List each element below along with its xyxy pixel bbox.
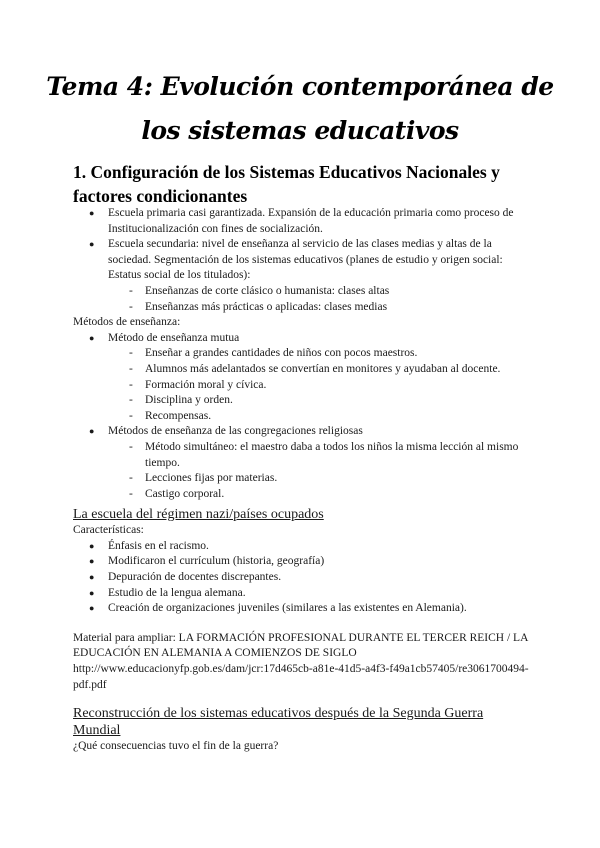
list-item: ● Creación de organizaciones juveniles (similares a las existentes en Alemania).	[73, 601, 533, 617]
sub-list-item: - Disciplina y orden.	[73, 393, 533, 409]
list-item: ● Énfasis en el racismo.	[73, 539, 533, 555]
bullet-icon: ●	[89, 587, 95, 598]
sub-list-item: - Recompensas.	[73, 409, 533, 425]
dash-icon: -	[129, 472, 133, 485]
dash-icon: -	[129, 362, 133, 375]
sub-list-item: - Castigo corporal.	[73, 487, 533, 503]
nazi-heading: La escuela del régimen nazi/países ocupados	[73, 507, 324, 523]
reconstruccion-heading: Reconstrucción de los sistemas educativos después de la Segunda Guerra Mundial	[73, 706, 484, 739]
bullet-icon: ●	[89, 572, 95, 583]
material-text: Material para ampliar: LA FORMACIÓN PROFESIONAL DURANTE EL TERCER REICH / LA EDUCACIÓN EN ALEMANIA A COMIENZOS DE SIGLO	[73, 631, 528, 660]
dash-icon: -	[129, 487, 133, 500]
dash-icon: -	[129, 440, 133, 453]
sub-list-item: - Alumnos más adelantados se convertían en monitores y ayudaban al docente.	[73, 362, 533, 378]
sublist	[108, 440, 533, 502]
sub-list-item: - Enseñar a grandes cantidades de niños con pocos maestros.	[73, 346, 533, 362]
bullet-icon: ●	[89, 208, 95, 218]
bullet-icon: ●	[89, 239, 95, 250]
list-item: ● Escuela secundaria: nivel de enseñanza al servicio de las clases medias y altas de la sociedad. Segmentación de los sistemas educativos (planes de estudio y origen social: Estatus social de los titulados): - Enseñanzas de corte clásico o humanista: clases altas - Enseñanzas más prácticas o aplicadas: clases medias	[73, 237, 533, 315]
sub-list-item: - Formación moral y cívica.	[73, 378, 533, 394]
list-item: ● Depuración de docentes discrepantes.	[73, 570, 533, 586]
bullet-icon: ●	[89, 540, 95, 551]
list-item: ● Método de enseñanza mutua - Enseñar a grandes cantidades de niños con pocos maestros. - Alumnos más adelantados se convertían en monitores y ayudaban al docente. - Formación moral y cívica. - Disciplina y orden. - Recompensas.	[73, 331, 533, 425]
dash-icon: -	[129, 394, 133, 407]
sublist	[108, 284, 533, 315]
list-item: ● Estudio de la lengua alemana.	[73, 586, 533, 602]
nazi-list	[73, 539, 533, 617]
section-heading: 1. Configuración de los Sistemas Educativos Nacionales y factores condicionantes	[73, 162, 500, 206]
dash-icon: -	[129, 409, 133, 422]
material-link[interactable]: http://www.educacionyfp.gob.es/dam/jcr:17d465cb-a81e-41d5-a4f3-f49a1cb57405/re3061700494-pdf.pdf	[73, 663, 529, 691]
dash-icon: -	[129, 300, 133, 313]
list-item: ● Modificaron el currículum (historia, geografía)	[73, 554, 533, 570]
sub-list-item: - Método simultáneo: el maestro daba a todos los niños la misma lección al mismo tiempo.	[129, 440, 519, 469]
sub-list-item: - Lecciones fijas por materias.	[73, 471, 533, 487]
caracteristicas-label: Características:	[73, 524, 144, 537]
bullet-icon: ●	[89, 426, 95, 437]
bullet-icon: ●	[89, 332, 95, 343]
metodos-list	[73, 331, 533, 503]
sub-list-item: - Enseñanzas de corte clásico o humanista: clases altas	[73, 284, 533, 300]
dash-icon: -	[129, 347, 133, 360]
bullet-icon: ●	[89, 603, 95, 614]
page-title-line-1: Tema 4: Evolución contemporánea de	[46, 72, 554, 101]
list-item: ● Escuela primaria casi garantizada. Expansión de la educación primaria como proceso de Institucionalización con fines de socialización.	[89, 207, 514, 235]
list-item: ● Métodos de enseñanza de las congregaciones religiosas - Método simultáneo: el maestro daba a todos los niños la misma lección al mismo tiempo. - Lecciones fijas por materias. - Castigo corporal.	[73, 424, 533, 502]
sublist	[108, 346, 533, 424]
document-body	[73, 206, 533, 755]
dash-icon: -	[129, 284, 133, 297]
escuela-list	[73, 206, 533, 315]
dash-icon: -	[129, 378, 133, 391]
sub-list-item: - Enseñanzas más prácticas o aplicadas: clases medias	[73, 300, 533, 316]
metodos-label: Métodos de enseñanza:	[73, 316, 181, 329]
question-text: ¿Qué consecuencias tuvo el fin de la guerra?	[73, 740, 279, 753]
page-title-line-2: los sistemas educativos	[141, 116, 459, 145]
bullet-icon: ●	[89, 556, 95, 567]
